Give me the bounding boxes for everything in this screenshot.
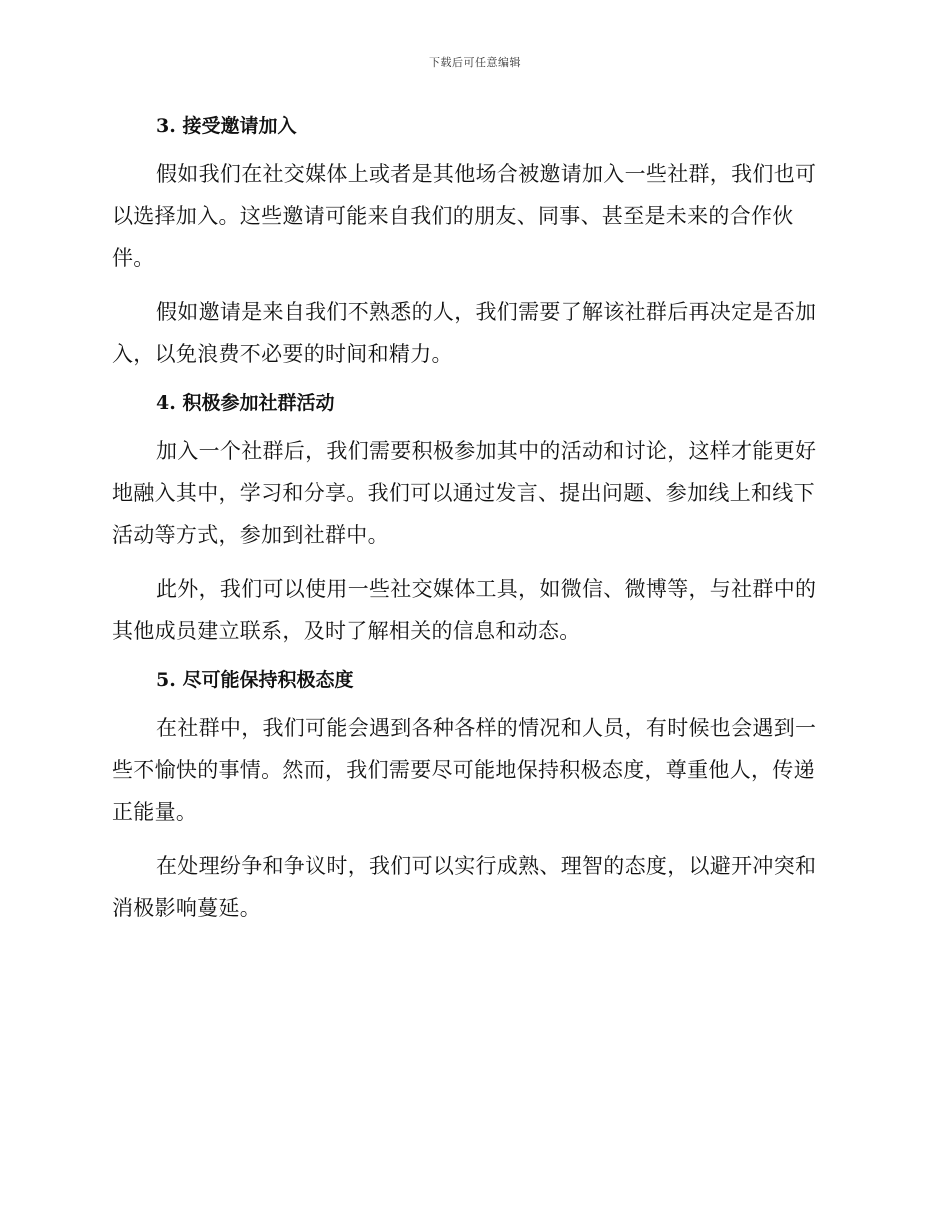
paragraph: 加入一个社群后，我们需要积极参加其中的活动和讨论，这样才能更好地融入其中，学习和分享。我们可以通过发言、提出问题、参加线上和线下活动等方式，参加到社群中。 bbox=[112, 439, 817, 547]
section-heading: 3. 接受邀请加入 bbox=[156, 115, 297, 137]
section-positive-attitude bbox=[112, 664, 832, 929]
paragraph: 此外，我们可以使用一些社交媒体工具，如微信、微博等，与社群中的其他成员建立联系，及时了解相关的信息和动态。 bbox=[112, 577, 817, 643]
section-heading: 5. 尽可能保持积极态度 bbox=[156, 669, 354, 691]
section-join-activities bbox=[112, 387, 832, 652]
document-body bbox=[112, 110, 832, 941]
paragraph: 在处理纷争和争议时，我们可以实行成熟、理智的态度，以避开冲突和消极影响蔓延。 bbox=[112, 854, 817, 920]
paragraph: 在社群中，我们可能会遇到各种各样的情况和人员，有时候也会遇到一些不愉快的事情。然而，我们需要尽可能地保持积极态度，尊重他人，传递正能量。 bbox=[112, 716, 817, 824]
page-header: 下载后可任意编辑 bbox=[429, 56, 521, 69]
section-heading: 4. 积极参加社群活动 bbox=[156, 392, 335, 414]
paragraph: 假如邀请是来自我们不熟悉的人，我们需要了解该社群后再决定是否加入，以免浪费不必要的时间和精力。 bbox=[112, 300, 817, 366]
section-accept-invitation bbox=[112, 110, 832, 375]
paragraph: 假如我们在社交媒体上或者是其他场合被邀请加入一些社群，我们也可以选择加入。这些邀请可能来自我们的朋友、同事、甚至是未来的合作伙伴。 bbox=[112, 162, 817, 270]
